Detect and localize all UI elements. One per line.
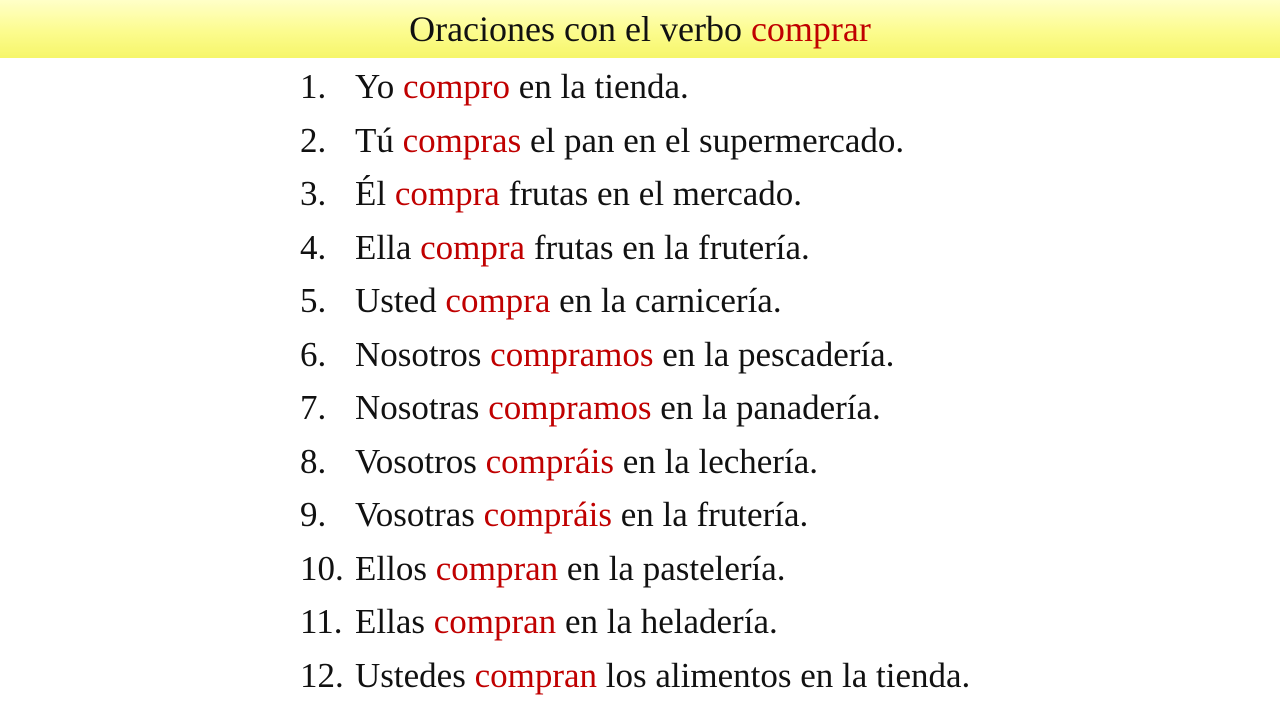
- sentence-verb: compro: [403, 67, 510, 106]
- sentence-number: 7.: [300, 388, 327, 427]
- sentence-item: [300, 488, 970, 542]
- sentence-verb: compran: [433, 602, 557, 641]
- sentence-item: [300, 381, 970, 435]
- sentence-subject: Usted: [355, 281, 446, 320]
- sentence-number: 12.: [300, 655, 344, 695]
- sentence-number: 11.: [300, 602, 343, 641]
- sentence-rest: en la carnicería.: [550, 281, 782, 320]
- sentence-number: 6.: [300, 334, 327, 374]
- sentence-rest: en la tienda.: [509, 67, 689, 106]
- sentence-rest: en la pastelería.: [558, 548, 786, 588]
- sentence-rest: en la heladería.: [556, 602, 778, 641]
- sentence-subject: Vosotros: [355, 441, 486, 481]
- sentence-item: [300, 221, 970, 275]
- sentence-rest: en la pescadería.: [653, 334, 895, 374]
- sentence-rest: frutas en el mercado.: [499, 174, 803, 213]
- sentence-item: [300, 274, 970, 328]
- sentence-item: [300, 167, 970, 221]
- sentence-verb: compran: [435, 548, 559, 588]
- sentence-subject: Ustedes: [355, 655, 475, 695]
- sentence-verb: compramos: [488, 388, 652, 427]
- sentence-subject: Vosotras: [355, 495, 484, 534]
- sentence-verb: compráis: [485, 441, 614, 481]
- sentence-verb: compra: [445, 281, 551, 320]
- sentence-number: 9.: [300, 495, 327, 534]
- sentence-rest: en la frutería.: [611, 495, 809, 534]
- sentence-subject: Nosotras: [355, 388, 489, 427]
- sentence-item: [300, 114, 970, 168]
- sentence-number: 3.: [300, 174, 327, 213]
- sentence-rest: frutas en la frutería.: [525, 227, 810, 267]
- sentence-subject: Ellas: [355, 602, 434, 641]
- sentence-subject: Él: [355, 174, 395, 213]
- sentence-rest: el pan en el supermercado.: [521, 120, 905, 160]
- sentence-verb: compran: [474, 655, 598, 695]
- sentence-number: 5.: [300, 281, 327, 320]
- sentence-rest: los alimentos en la tienda.: [597, 655, 971, 695]
- sentence-item: [300, 328, 970, 382]
- sentence-subject: Yo: [355, 67, 404, 106]
- sentence-item: [300, 60, 970, 114]
- sentence-rest: en la lechería.: [613, 441, 818, 481]
- sentence-verb: compra: [394, 174, 500, 213]
- slide-title-verb: comprar: [750, 9, 871, 49]
- sentence-subject: Ella: [355, 227, 421, 267]
- sentence-number: 1.: [300, 67, 327, 106]
- sentence-item: [300, 435, 970, 489]
- title-bar: [0, 0, 1280, 58]
- sentence-subject: Ellos: [355, 548, 436, 588]
- slide-title: Oraciones con el verbo: [409, 9, 742, 49]
- sentence-number: 4.: [300, 227, 327, 267]
- sentence-item: [300, 595, 970, 649]
- sentence-number: 10.: [300, 548, 344, 588]
- sentence-number: 2.: [300, 120, 327, 160]
- sentence-verb: compramos: [490, 334, 654, 374]
- sentence-item: [300, 649, 970, 703]
- sentence-verb: compra: [420, 227, 526, 267]
- sentence-list: [300, 60, 970, 702]
- sentence-subject: Tú: [355, 120, 403, 160]
- sentence-item: [300, 542, 970, 596]
- sentence-subject: Nosotros: [355, 334, 491, 374]
- sentence-number: 8.: [300, 441, 327, 481]
- sentence-verb: compráis: [483, 495, 612, 534]
- sentence-rest: en la panadería.: [651, 388, 881, 427]
- sentence-verb: compras: [402, 120, 522, 160]
